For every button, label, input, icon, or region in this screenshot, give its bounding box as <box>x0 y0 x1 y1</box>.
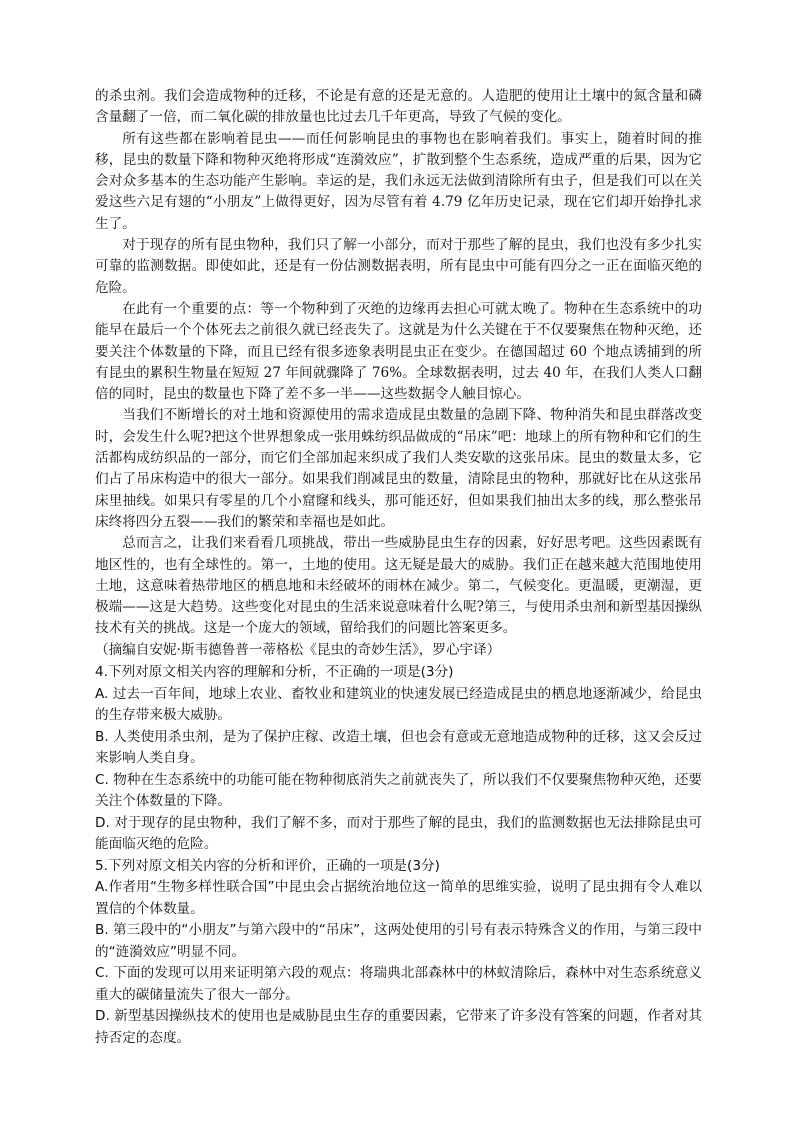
option-b: B. 第三段中的“小朋友”与第六段中的“吊床”，这两处使用的引号有表示特殊含义的作用，与第三段中的“涟漪效应”明显不同。 <box>95 922 702 960</box>
option-d: D. 对于现存的昆虫物种，我们了解不多，而对于那些了解的昆虫，我们的监测数据也无法排除昆虫可能面临灭绝的危险。 <box>95 814 702 853</box>
passage-paragraph-5: 当我们不断增长的对土地和资源使用的需求造成昆虫数量的急剧下降、物种消失和昆虫群落改变时，会发生什么呢?把这个世界想象成一张用蛛纺织品做成的“吊床”吧：地球上的所有物种和它们的生活都构成纺织品的一部分，而它们全部加起来织成了我们人类安歇的这张吊床。昆虫的数量太多，它们占了吊床构造中的很大一部分。如果我们削减昆虫的数量，清除昆虫的物种，那就好比在从这张吊床里抽线。如果只有零星的几个小窟窿和线头，那可能还好，但如果我们抽出太多的线，那么整张吊床终将四分五裂——我们的繁荣和幸福也是如此。 <box>95 407 702 530</box>
option-c: C. 下面的发现可以用来证明第六段的观点：将瑞典北部森林中的林蚁清除后，森林中对生态系统意义重大的碳储量流失了很大一部分。 <box>95 965 702 1003</box>
passage-source-citation: （摘编自安妮·斯韦德鲁普一蒂格松《昆虫的奇妙生活》，罗心宇译） <box>95 641 501 658</box>
passage-paragraph-6: 总而言之，让我们来看看几项挑战，带出一些威胁昆虫生存的因素，好好思考吧。这些因素既有地区性的，也有全球性的。第一，土地的使用。这无疑是最大的威胁。我们正在越来越大范围地使用土地，这意味着热带地区的栖息地和未经破坏的雨林在减少。第二，气候变化。更温暖，更潮湿，更极端——这是大趋势。这些变化对昆虫的生活来说意味着什么呢?第三，与使用杀虫剂和新型基因操纵技术有关的挑战。这是一个庞大的领域，留给我们的问题比答案更多。 <box>95 535 702 637</box>
reading-passage <box>95 86 702 661</box>
question-stem: 5.下列对原文相关内容的分析和评价，正确的一项是(3分) <box>95 857 440 874</box>
option-a: A.作者用“生物多样性联合国”中昆虫会占据统治地位这一简单的思维实验，说明了昆虫拥有令人难以置信的个体数量。 <box>95 879 702 917</box>
option-c: C. 物种在生态系统中的功能可能在物种彻底消失之前就丧失了，所以我们不仅要聚焦物种灭绝，还要关注个体数量的下降。 <box>95 771 702 810</box>
question-4 <box>95 662 702 856</box>
option-b: B. 人类使用杀虫剂，是为了保护庄稼、改造土壤，但也会有意或无意地造成物种的迁移，这又会反过来影响人类自身。 <box>95 728 702 767</box>
passage-paragraph-1: 的杀虫剂。我们会造成物种的迁移，不论是有意的还是无意的。人造肥的使用让土壤中的氮含量和磷含量翻了一倍，而二氧化碳的排放量也比过去几千年更高，导致了气候的变化。 <box>95 88 702 126</box>
passage-paragraph-3: 对于现存的所有昆虫物种，我们只了解一小部分，而对于那些了解的昆虫，我们也没有多少扎实可靠的监测数据。即使如此，还是有一份估测数据表明，所有昆虫中可能有四分之一正在面临灭绝的危险。 <box>95 237 702 296</box>
passage-paragraph-4: 在此有一个重要的点：等一个物种到了灭绝的边缘再去担心可就太晚了。物种在生态系统中的功能早在最后一个个体死去之前很久就已经丧失了。这就是为什么关键在于不仅要聚焦在物种灭绝，还要关注个体数量的下降，而且已经有很多迹象表明昆虫正在变少。在德国超过 60 个地点诱捕到的所有昆虫的累积生物量在短短 27 年间就骤降了 76%。全球数据表明，过去 40 年，在我们人类人口翻倍的同时，昆虫的数量也下降了差不多一半——这些数据令人触目惊心。 <box>95 300 702 403</box>
question-5 <box>95 856 702 1050</box>
question-stem: 4.下列对原文相关内容的理解和分析，不正确的一项是(3分) <box>95 664 454 681</box>
option-a: A. 过去一百年间，地球上农业、畜牧业和建筑业的快速发展已经造成昆虫的栖息地逐渐减少，给昆虫的生存带来极大威胁。 <box>95 685 702 724</box>
question-section <box>95 662 702 1049</box>
option-d: D. 新型基因操纵技术的使用也是威胁昆虫生存的重要因素，它带来了许多没有答案的问题，作者对其持否定的态度。 <box>95 1008 702 1046</box>
passage-paragraph-2: 所有这些都在影响着昆虫——而任何影响昆虫的事物也在影响着我们。事实上，随着时间的推移，昆虫的数量下降和物种灭绝将形成“连漪效应”，扩散到整个生态系统，造成严重的后果，因为它会对众多基本的生态功能产生影响。幸运的是，我们永远无法做到清除所有虫子，但是我们可以在关爱这些六足有翅的“小朋友”上做得更好，因为尽管有着 4.79 亿年历史记录，现在它们却开始挣扎求生了。 <box>95 130 702 232</box>
